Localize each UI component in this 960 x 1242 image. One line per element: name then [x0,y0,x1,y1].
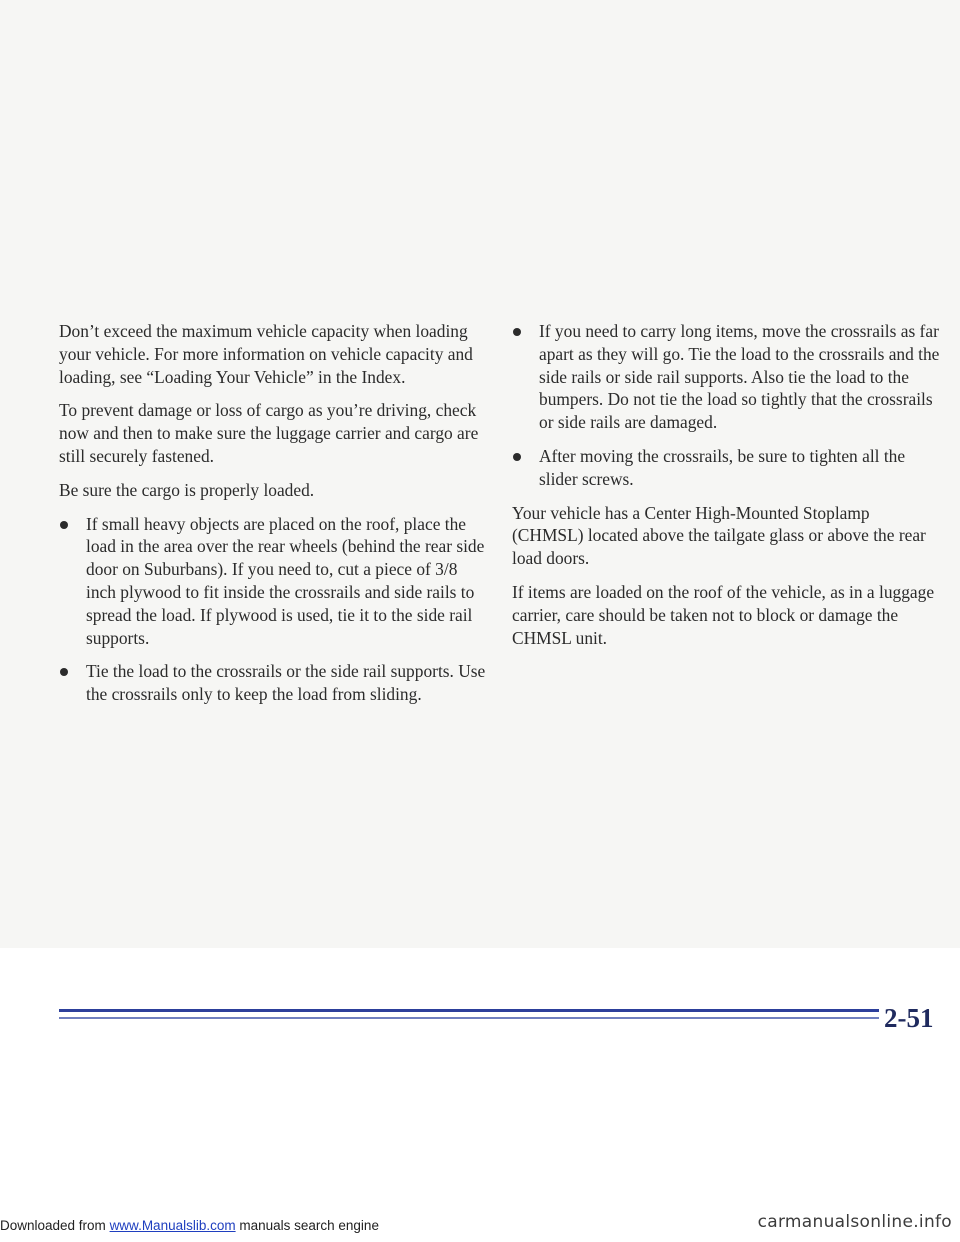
list-item [512,320,944,434]
manualslib-link[interactable]: www.Manualslib.com [109,1218,236,1233]
proper-loading-paragraph: Be sure the cargo is properly loaded. [59,479,315,500]
left-bullet-list [59,513,491,706]
page-number: 2-51 [884,1003,934,1033]
footer-suffix: manuals search engine [235,1218,379,1233]
footer-rules [59,1009,879,1019]
list-item-text: Tie the load to the crossrails or the side rail supports. Use the crossrails only to keep the load from sliding. [86,661,486,705]
left-column [59,320,491,717]
right-column [512,320,944,660]
bullet-dot-icon [60,521,68,529]
watermark: carmanualsonline.info [757,1212,952,1232]
list-item-text: If you need to carry long items, move the crossrails as far apart as they will go. Tie the load to the crossrails and the side rails or side rail supports. Also tie the load to the bumpers. Do not tie the load so tightly that the crossrails or side rails are damaged. [539,321,940,433]
bullet-dot-icon [513,453,521,461]
capacity-paragraph: Don’t exceed the maximum vehicle capacity when loading your vehicle. For more information on vehicle capacity and loading, see “Loading Your Vehicle” in the Index. [59,321,473,387]
list-item [512,445,944,491]
download-footer [0,1218,379,1233]
list-item [59,513,491,650]
right-bullet-list [512,320,944,491]
cargo-check-paragraph: To prevent damage or loss of cargo as you’re driving, check now and then to make sure the luggage carrier and cargo are still securely fastened. [59,400,479,466]
list-item-text: If small heavy objects are placed on the roof, place the load in the area over the rear wheels (behind the rear side door on Suburbans). If you need to, cut a piece of 3/8 inch plywood to fit inside the crossrails and side rails to spread the load. If plywood is used, tie it to the side rail supports. [86,513,485,648]
chmsl-paragraph: Your vehicle has a Center High-Mounted Stoplamp (CHMSL) located above the tailgate glass or above the rear load doors. [512,502,926,569]
list-item [59,660,491,706]
footer-prefix: Downloaded from [0,1218,110,1233]
bullet-dot-icon [513,328,521,336]
thick-divider [59,1009,879,1012]
bullet-dot-icon [60,668,68,676]
chmsl-caution-paragraph: If items are loaded on the roof of the vehicle, as in a luggage carrier, care should be taken not to block or damage the CHMSL unit. [512,581,935,648]
thin-divider [59,1017,879,1019]
list-item-text: After moving the crossrails, be sure to tighten all the slider screws. [539,445,906,489]
